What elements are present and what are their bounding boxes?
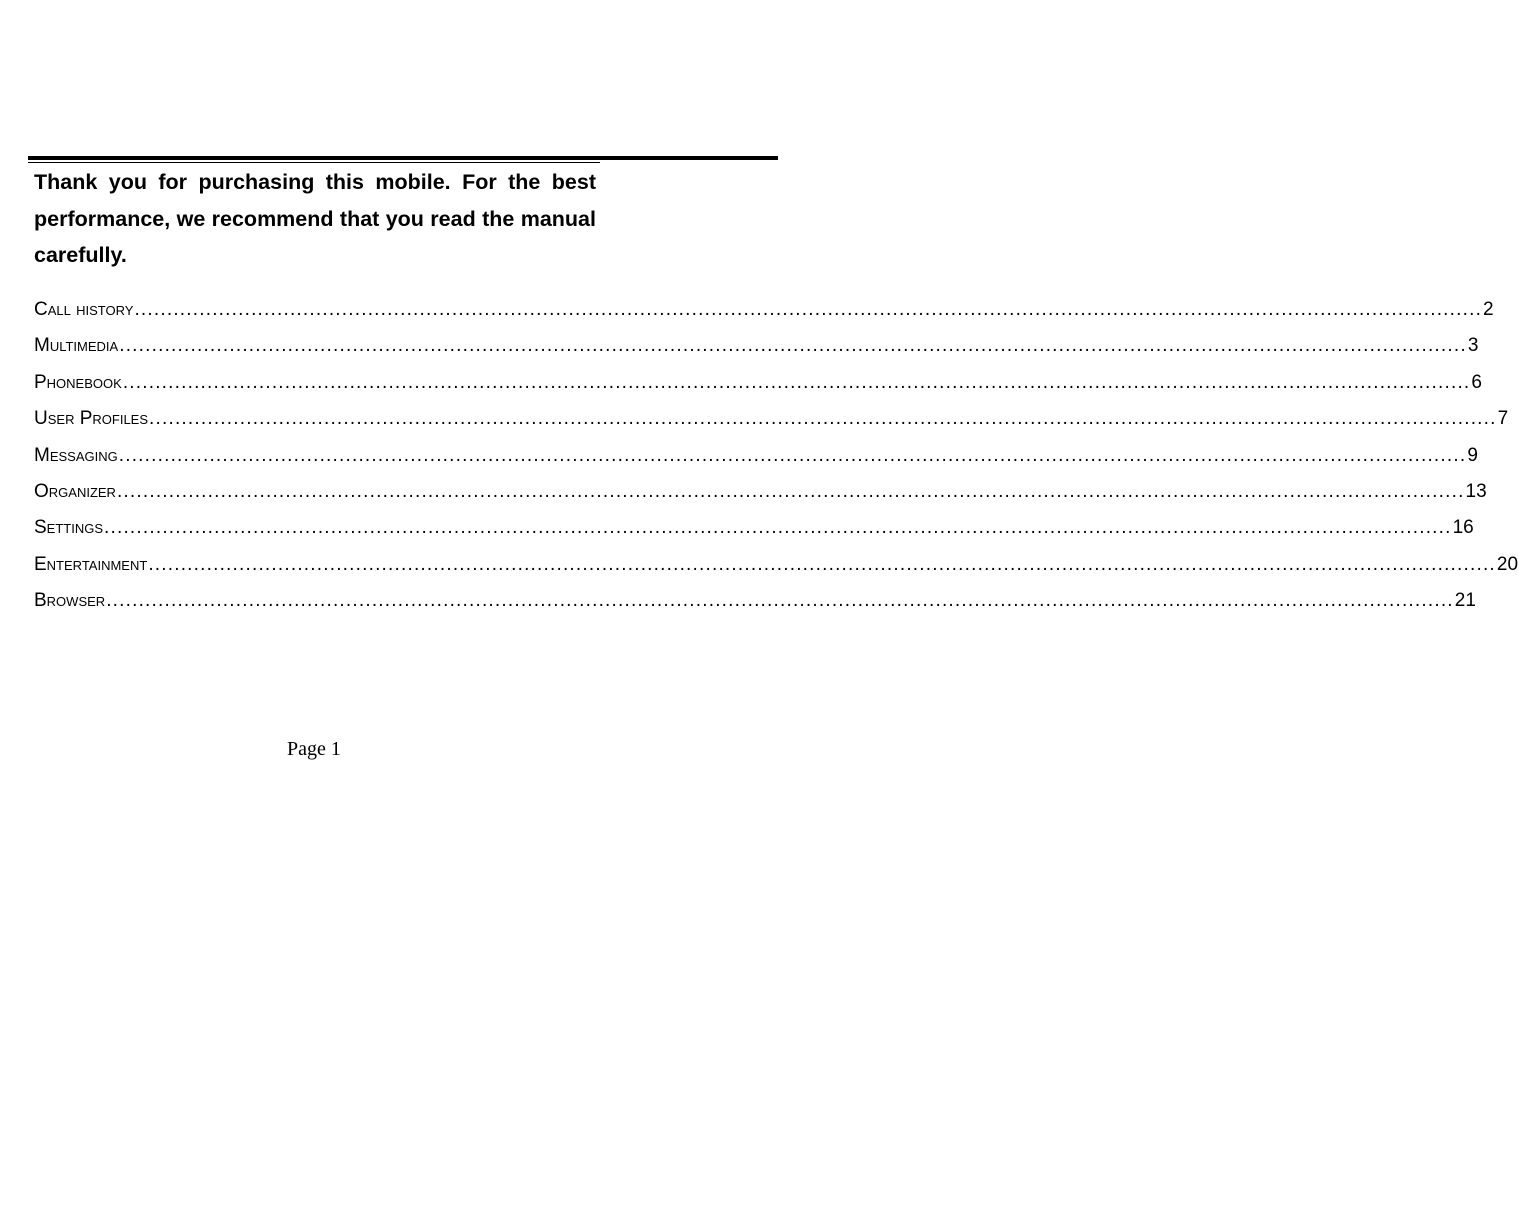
toc-leader-dots: ................................................................................................................................................................................................................	[122, 371, 1471, 393]
toc-entry-user-profiles[interactable]	[34, 401, 1509, 437]
toc-entry-title: Settings	[34, 517, 104, 539]
page-number: Page 1	[287, 738, 341, 760]
toc-leader-dots: ................................................................................................................................................................................................................	[116, 480, 1465, 502]
toc-entry-page: 21	[1454, 590, 1476, 612]
toc-entry-page: 2	[1483, 299, 1494, 320]
toc-leader-dots: ................................................................................................................................................................................................................	[106, 590, 1454, 612]
toc-leader-dots: ................................................................................................................................................................................................................	[104, 517, 1452, 539]
toc-leader-dots: ................................................................................................................................................................................................................	[149, 408, 1497, 430]
toc-entry-page: 3	[1467, 335, 1479, 357]
header-rule-thick	[28, 156, 778, 160]
toc-leader-dots: ................................................................................................................................................................................................................	[118, 444, 1467, 466]
toc-entry-entertainment[interactable]	[34, 547, 1518, 583]
toc-entry-title: Entertainment	[34, 553, 148, 575]
toc-leader-dots: ................................................................................................................................................................................................................	[148, 553, 1496, 575]
toc-leader-dots: ................................................................................................................................................................................................................	[119, 335, 1467, 357]
toc-entry-page: 6	[1471, 371, 1482, 393]
toc-entry-page: 9	[1467, 444, 1478, 466]
toc-entry-organizer[interactable]	[34, 474, 1487, 510]
toc-entry-settings[interactable]	[34, 510, 1474, 546]
toc-entry-title: Messaging	[34, 444, 118, 466]
toc-entry-browser[interactable]	[34, 583, 1476, 619]
toc-entry-title: Call history	[34, 299, 134, 320]
toc-entry-messaging[interactable]	[34, 438, 1478, 474]
toc-entry-title: Phonebook	[34, 371, 122, 393]
toc-leader-dots: ................................................................................................................................................................................................................	[134, 299, 1483, 320]
toc-entry-multimedia[interactable]	[34, 328, 1479, 364]
intro-paragraph: Thank you for purchasing this mobile. For the best performance, we recommend that you read the manual carefully.	[34, 170, 596, 267]
table-of-contents	[34, 292, 1518, 620]
toc-entry-phonebook[interactable]	[34, 365, 1482, 401]
toc-entry-page: 7	[1497, 408, 1509, 430]
toc-entry-call-history[interactable]	[34, 292, 1494, 328]
header-rule-thin	[28, 162, 600, 163]
toc-entry-page: 20	[1496, 553, 1518, 575]
toc-entry-page: 16	[1452, 517, 1474, 539]
toc-entry-title: Organizer	[34, 480, 116, 502]
toc-entry-page: 13	[1465, 480, 1487, 502]
toc-entry-title: User Profiles	[34, 408, 149, 430]
toc-entry-title: Multimedia	[34, 335, 119, 357]
toc-entry-title: Browser	[34, 590, 106, 612]
